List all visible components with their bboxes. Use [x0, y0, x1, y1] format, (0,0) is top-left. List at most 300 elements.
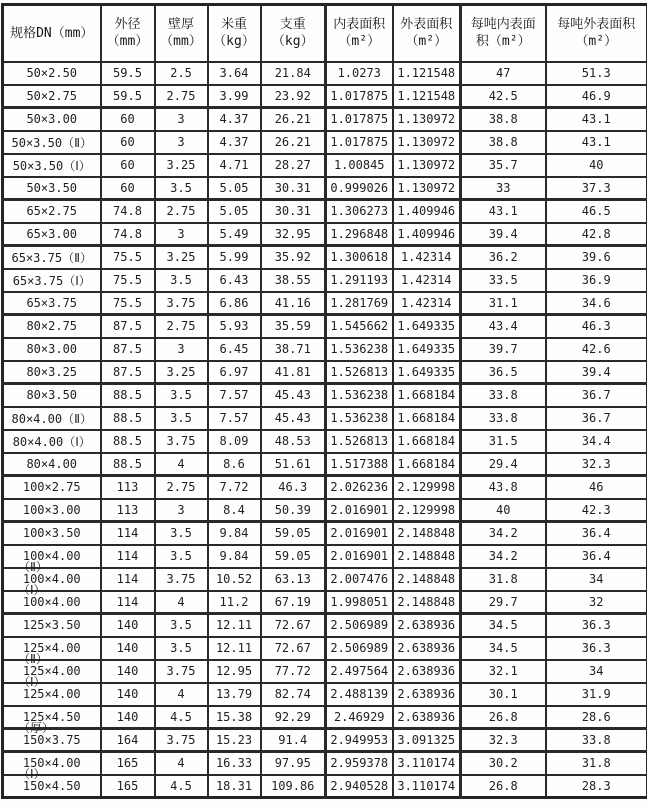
wall-thickness-cell: 4 — [155, 453, 208, 476]
table-row — [3, 315, 647, 338]
inner-area-cell: 1.526813 — [326, 430, 393, 453]
piece-weight-cell: 32.95 — [261, 223, 326, 246]
outer-area-cell: 1.649335 — [393, 361, 461, 384]
spec-label: 100×4.00 — [22, 549, 81, 563]
table-row — [3, 637, 647, 660]
inner-area-cell: 1.017875 — [326, 85, 393, 108]
spec-label: 125×4.00 — [22, 687, 81, 701]
outer-area-cell: 1.42314 — [393, 292, 461, 315]
piece-weight-cell: 82.74 — [261, 683, 326, 706]
meter-weight-cell: 3.99 — [208, 85, 261, 108]
meter-weight-cell: 5.05 — [208, 200, 261, 223]
meter-weight-cell: 3.64 — [208, 62, 261, 85]
wall-thickness-cell: 3.5 — [155, 545, 208, 568]
outer-diameter-cell: 60 — [101, 177, 155, 200]
inner-area-per-ton-cell: 43.4 — [461, 315, 546, 338]
outer-area-cell: 1.130972 — [393, 154, 461, 177]
spec-label: 100×3.00 — [22, 502, 81, 517]
col-header-outer-surface-area — [393, 5, 461, 62]
inner-area-per-ton-cell: 36.2 — [461, 246, 546, 269]
inner-area-cell: 1.545662 — [326, 315, 393, 338]
spec-label: 100×3.50 — [22, 526, 81, 541]
outer-area-cell: 1.130972 — [393, 177, 461, 200]
wall-thickness-cell: 3.5 — [155, 407, 208, 430]
spec-label: 100×2.75 — [22, 480, 81, 495]
outer-area-cell: 2.638936 — [393, 637, 461, 660]
piece-weight-cell: 30.31 — [261, 177, 326, 200]
table-row — [3, 177, 647, 200]
inner-area-cell: 2.497564 — [326, 660, 393, 683]
table-row — [3, 292, 647, 315]
outer-diameter-cell: 59.5 — [101, 85, 155, 108]
inner-area-cell: 0.999026 — [326, 177, 393, 200]
meter-weight-cell: 16.33 — [208, 752, 261, 775]
spec-label: 80×4.00（Ⅰ） — [12, 434, 91, 449]
spec-label-line2: （Ⅱ） — [18, 559, 48, 574]
table-row — [3, 223, 647, 246]
wall-thickness-cell: 4.5 — [155, 775, 208, 798]
header-line1: 每吨内表面 — [470, 17, 536, 33]
col-header-piece-weight — [261, 5, 326, 62]
spec-cell — [3, 384, 101, 407]
inner-area-cell: 1.281769 — [326, 292, 393, 315]
piece-weight-cell: 63.13 — [261, 568, 326, 591]
outer-area-cell: 2.148848 — [393, 568, 461, 591]
outer-area-cell: 1.668184 — [393, 407, 461, 430]
wall-thickness-cell: 3.75 — [155, 729, 208, 752]
meter-weight-cell: 12.95 — [208, 660, 261, 683]
outer-area-per-ton-cell: 32.3 — [546, 453, 647, 476]
meter-weight-cell: 15.23 — [208, 729, 261, 752]
table-row — [3, 407, 647, 430]
outer-area-cell: 2.638936 — [393, 614, 461, 637]
spec-label: 80×4.00（Ⅱ） — [11, 411, 92, 426]
table-row — [3, 453, 647, 476]
inner-area-cell: 2.016901 — [326, 499, 393, 522]
wall-thickness-cell: 3.5 — [155, 177, 208, 200]
wall-thickness-cell: 3.25 — [155, 246, 208, 269]
table-row — [3, 85, 647, 108]
spec-cell — [3, 637, 101, 666]
meter-weight-cell: 12.11 — [208, 637, 261, 660]
outer-area-cell: 1.42314 — [393, 269, 461, 292]
outer-area-cell: 1.409946 — [393, 200, 461, 223]
inner-area-cell: 1.300618 — [326, 246, 393, 269]
meter-weight-cell: 7.72 — [208, 476, 261, 499]
table-row — [3, 614, 647, 637]
outer-area-per-ton-cell: 34.6 — [546, 292, 647, 315]
outer-area-cell: 1.121548 — [393, 85, 461, 108]
header-line1: 米重 — [220, 17, 247, 33]
outer-diameter-cell: 113 — [101, 499, 155, 522]
outer-diameter-cell: 165 — [101, 752, 155, 775]
spec-label: 150×3.75 — [22, 733, 81, 747]
wall-thickness-cell: 2.5 — [155, 62, 208, 85]
piece-weight-cell: 77.72 — [261, 660, 326, 683]
spec-cell — [3, 62, 101, 85]
inner-area-per-ton-cell: 31.5 — [461, 430, 546, 453]
inner-area-cell: 1.0273 — [326, 62, 393, 85]
spec-cell — [3, 269, 101, 292]
inner-area-cell: 1.526813 — [326, 361, 393, 384]
spec-label: 50×3.50（Ⅱ） — [11, 135, 92, 150]
outer-diameter-cell: 114 — [101, 545, 155, 568]
spec-label: 80×4.00 — [26, 456, 78, 471]
piece-weight-cell: 72.67 — [261, 637, 326, 660]
inner-area-cell: 1.296848 — [326, 223, 393, 246]
outer-area-per-ton-cell: 43.1 — [546, 131, 647, 154]
spec-cell — [3, 315, 101, 338]
wall-thickness-cell: 2.75 — [155, 200, 208, 223]
inner-area-cell: 2.026236 — [326, 476, 393, 499]
outer-area-cell: 2.148848 — [393, 545, 461, 568]
outer-area-per-ton-cell: 33.8 — [546, 729, 647, 752]
table-row — [3, 361, 647, 384]
piece-weight-cell: 51.61 — [261, 453, 326, 476]
wall-thickness-cell: 3 — [155, 223, 208, 246]
outer-area-cell: 1.121548 — [393, 62, 461, 85]
inner-area-cell: 1.536238 — [326, 384, 393, 407]
inner-area-per-ton-cell: 35.7 — [461, 154, 546, 177]
meter-weight-cell: 5.99 — [208, 246, 261, 269]
meter-weight-cell: 4.37 — [208, 108, 261, 131]
outer-diameter-cell: 87.5 — [101, 315, 155, 338]
outer-area-per-ton-cell: 36.4 — [546, 522, 647, 545]
inner-area-per-ton-cell: 39.7 — [461, 338, 546, 361]
wall-thickness-cell: 3 — [155, 108, 208, 131]
inner-area-per-ton-cell: 29.7 — [461, 591, 546, 614]
outer-diameter-cell: 113 — [101, 476, 155, 499]
piece-weight-cell: 45.43 — [261, 384, 326, 407]
outer-diameter-cell: 140 — [101, 614, 155, 637]
spec-label: 100×4.00 — [22, 594, 81, 609]
table-row — [3, 499, 647, 522]
meter-weight-cell: 6.43 — [208, 269, 261, 292]
inner-area-cell: 2.016901 — [326, 522, 393, 545]
spec-cell — [3, 131, 101, 154]
outer-area-per-ton-cell: 42.3 — [546, 499, 647, 522]
outer-area-per-ton-cell: 39.6 — [546, 246, 647, 269]
spec-cell — [3, 453, 101, 476]
header-line2: （kg） — [213, 34, 255, 50]
outer-diameter-cell: 74.8 — [101, 223, 155, 246]
outer-area-per-ton-cell: 36.9 — [546, 269, 647, 292]
meter-weight-cell: 5.05 — [208, 177, 261, 200]
piece-weight-cell: 28.27 — [261, 154, 326, 177]
outer-diameter-cell: 165 — [101, 775, 155, 798]
wall-thickness-cell: 3.5 — [155, 522, 208, 545]
inner-area-per-ton-cell: 40 — [461, 499, 546, 522]
inner-area-cell: 1.00845 — [326, 154, 393, 177]
outer-area-cell: 2.638936 — [393, 683, 461, 706]
outer-diameter-cell: 114 — [101, 568, 155, 591]
table-row — [3, 384, 647, 407]
outer-diameter-cell: 87.5 — [101, 361, 155, 384]
table-row — [3, 729, 647, 752]
header-line2: （m²） — [405, 34, 448, 50]
outer-diameter-cell: 87.5 — [101, 338, 155, 361]
inner-area-cell: 2.940528 — [326, 775, 393, 798]
col-header-inner-area-per-ton — [461, 5, 546, 62]
spec-label: 80×3.50 — [26, 388, 78, 403]
inner-area-per-ton-cell: 26.8 — [461, 775, 546, 798]
outer-area-per-ton-cell: 32 — [546, 591, 647, 614]
spec-cell — [3, 292, 101, 315]
outer-area-per-ton-cell: 46 — [546, 476, 647, 499]
outer-area-cell: 1.42314 — [393, 246, 461, 269]
piece-weight-cell: 30.31 — [261, 200, 326, 223]
piece-weight-cell: 45.43 — [261, 407, 326, 430]
spec-cell — [3, 200, 101, 223]
spec-cell — [3, 706, 101, 735]
table-row — [3, 660, 647, 683]
wall-thickness-cell: 4 — [155, 752, 208, 775]
meter-weight-cell: 9.84 — [208, 545, 261, 568]
inner-area-per-ton-cell: 30.1 — [461, 683, 546, 706]
spec-cell — [3, 223, 101, 246]
header-line1: 支重 — [279, 17, 306, 33]
outer-diameter-cell: 88.5 — [101, 384, 155, 407]
outer-diameter-cell: 164 — [101, 729, 155, 752]
table-row — [3, 154, 647, 177]
table-row — [3, 568, 647, 591]
inner-area-per-ton-cell: 34.5 — [461, 637, 546, 660]
inner-area-cell: 2.488139 — [326, 683, 393, 706]
piece-weight-cell: 38.71 — [261, 338, 326, 361]
inner-area-per-ton-cell: 36.5 — [461, 361, 546, 384]
inner-area-per-ton-cell: 39.4 — [461, 223, 546, 246]
table-row — [3, 108, 647, 131]
outer-area-per-ton-cell: 46.5 — [546, 200, 647, 223]
spec-label: 150×4.00 — [22, 756, 81, 771]
piece-weight-cell: 23.92 — [261, 85, 326, 108]
wall-thickness-cell: 3.75 — [155, 660, 208, 683]
spec-cell — [3, 246, 101, 269]
inner-area-per-ton-cell: 47 — [461, 62, 546, 85]
col-header-spec-dn — [3, 5, 101, 62]
table-row — [3, 269, 647, 292]
table-row — [3, 131, 647, 154]
outer-diameter-cell: 75.5 — [101, 292, 155, 315]
wall-thickness-cell: 3.75 — [155, 292, 208, 315]
spec-label: 125×4.50 — [22, 709, 81, 724]
inner-area-cell: 1.536238 — [326, 338, 393, 361]
outer-area-per-ton-cell: 34 — [546, 660, 647, 683]
table-row — [3, 476, 647, 499]
spec-label: 125×3.50 — [22, 618, 81, 633]
outer-area-cell: 1.668184 — [393, 430, 461, 453]
spec-label: 65×3.00 — [26, 226, 78, 241]
header-line1: 规格DN（mm） — [10, 25, 94, 41]
wall-thickness-cell: 3.75 — [155, 430, 208, 453]
inner-area-per-ton-cell: 33.8 — [461, 384, 546, 407]
table-row — [3, 683, 647, 706]
piece-weight-cell: 21.84 — [261, 62, 326, 85]
wall-thickness-cell: 3.5 — [155, 384, 208, 407]
inner-area-per-ton-cell: 43.8 — [461, 476, 546, 499]
table-row — [3, 62, 647, 85]
inner-area-per-ton-cell: 26.8 — [461, 706, 546, 729]
meter-weight-cell: 8.6 — [208, 453, 261, 476]
spec-label-line2: （Ⅱ） — [18, 651, 48, 666]
piece-weight-cell: 35.59 — [261, 315, 326, 338]
meter-weight-cell: 6.45 — [208, 338, 261, 361]
wall-thickness-cell: 3.25 — [155, 154, 208, 177]
outer-area-cell: 1.649335 — [393, 338, 461, 361]
spec-cell — [3, 361, 101, 384]
header-line2: （m²） — [338, 34, 381, 50]
outer-diameter-cell: 75.5 — [101, 246, 155, 269]
meter-weight-cell: 6.97 — [208, 361, 261, 384]
piece-weight-cell: 41.81 — [261, 361, 326, 384]
outer-area-per-ton-cell: 36.3 — [546, 637, 647, 660]
table-row — [3, 752, 647, 775]
wall-thickness-cell: 3.25 — [155, 361, 208, 384]
wall-thickness-cell: 2.75 — [155, 85, 208, 108]
spec-cell — [3, 177, 101, 200]
col-header-outer-diameter — [101, 5, 155, 62]
meter-weight-cell: 8.4 — [208, 499, 261, 522]
inner-area-per-ton-cell: 33.8 — [461, 407, 546, 430]
header-line1: 外表面积 — [400, 17, 453, 33]
piece-weight-cell: 41.16 — [261, 292, 326, 315]
header-line1: 每吨外表面积 — [557, 17, 636, 33]
outer-diameter-cell: 140 — [101, 637, 155, 660]
spec-label: 50×2.75 — [26, 88, 78, 103]
outer-area-per-ton-cell: 36.3 — [546, 614, 647, 637]
header-line2: 积（m²） — [475, 34, 531, 50]
piece-weight-cell: 26.21 — [261, 108, 326, 131]
spec-cell — [3, 752, 101, 781]
meter-weight-cell: 15.38 — [208, 706, 261, 729]
outer-area-cell: 2.638936 — [393, 706, 461, 729]
header-line1: 外径 — [114, 17, 141, 33]
header-row — [3, 5, 647, 62]
inner-area-cell: 1.017875 — [326, 108, 393, 131]
outer-area-per-ton-cell: 36.7 — [546, 384, 647, 407]
inner-area-cell: 1.517388 — [326, 453, 393, 476]
inner-area-per-ton-cell: 38.8 — [461, 108, 546, 131]
table-row — [3, 200, 647, 223]
inner-area-per-ton-cell: 31.8 — [461, 568, 546, 591]
meter-weight-cell: 8.09 — [208, 430, 261, 453]
piece-weight-cell: 67.19 — [261, 591, 326, 614]
table-row — [3, 545, 647, 568]
outer-diameter-cell: 59.5 — [101, 62, 155, 85]
outer-area-cell: 1.668184 — [393, 453, 461, 476]
spec-label: 100×4.00 — [22, 572, 81, 586]
outer-diameter-cell: 140 — [101, 683, 155, 706]
meter-weight-cell: 18.31 — [208, 775, 261, 798]
wall-thickness-cell: 2.75 — [155, 476, 208, 499]
header-line2: （m²） — [575, 34, 618, 50]
pipe-spec-table — [1, 3, 647, 799]
outer-area-per-ton-cell: 40 — [546, 154, 647, 177]
spec-label: 65×2.75 — [26, 204, 78, 219]
meter-weight-cell: 10.52 — [208, 568, 261, 591]
inner-area-cell: 1.017875 — [326, 131, 393, 154]
outer-diameter-cell: 88.5 — [101, 430, 155, 453]
outer-area-per-ton-cell: 42.8 — [546, 223, 647, 246]
outer-area-per-ton-cell: 39.4 — [546, 361, 647, 384]
spec-label-line2: （Ⅰ） — [18, 674, 46, 689]
spec-label: 65×3.75（Ⅱ） — [11, 250, 92, 265]
col-header-wall-thickness — [155, 5, 208, 62]
inner-area-cell: 2.506989 — [326, 637, 393, 660]
outer-area-cell: 1.130972 — [393, 108, 461, 131]
outer-area-cell: 2.129998 — [393, 476, 461, 499]
outer-diameter-cell: 88.5 — [101, 407, 155, 430]
wall-thickness-cell: 4 — [155, 683, 208, 706]
piece-weight-cell: 97.95 — [261, 752, 326, 775]
spec-cell — [3, 499, 101, 522]
outer-area-per-ton-cell: 51.3 — [546, 62, 647, 85]
inner-area-cell: 2.007476 — [326, 568, 393, 591]
inner-area-per-ton-cell: 31.1 — [461, 292, 546, 315]
table-body — [3, 62, 647, 798]
outer-diameter-cell: 60 — [101, 108, 155, 131]
spec-label-line2: （厚） — [18, 720, 55, 735]
meter-weight-cell: 6.86 — [208, 292, 261, 315]
wall-thickness-cell: 3.5 — [155, 269, 208, 292]
wall-thickness-cell: 3 — [155, 499, 208, 522]
piece-weight-cell: 26.21 — [261, 131, 326, 154]
outer-area-cell: 3.091325 — [393, 729, 461, 752]
outer-area-cell: 1.130972 — [393, 131, 461, 154]
piece-weight-cell: 48.53 — [261, 430, 326, 453]
inner-area-cell: 1.998051 — [326, 591, 393, 614]
outer-area-cell: 1.668184 — [393, 384, 461, 407]
outer-area-per-ton-cell: 34.4 — [546, 430, 647, 453]
table-row — [3, 430, 647, 453]
outer-area-per-ton-cell: 34 — [546, 568, 647, 591]
table-row — [3, 522, 647, 545]
spec-label: 65×3.75（Ⅰ） — [12, 273, 91, 288]
table-header — [3, 5, 647, 62]
spec-cell — [3, 154, 101, 177]
outer-diameter-cell: 140 — [101, 706, 155, 729]
header-line1: 内表面积 — [333, 17, 386, 33]
inner-area-cell: 1.291193 — [326, 269, 393, 292]
meter-weight-cell: 7.57 — [208, 384, 261, 407]
inner-area-per-ton-cell: 38.8 — [461, 131, 546, 154]
spec-label: 50×3.00 — [26, 112, 78, 127]
piece-weight-cell: 72.67 — [261, 614, 326, 637]
inner-area-per-ton-cell: 29.4 — [461, 453, 546, 476]
col-header-inner-surface-area — [326, 5, 393, 62]
inner-area-cell: 2.46929 — [326, 706, 393, 729]
piece-weight-cell: 38.55 — [261, 269, 326, 292]
spec-cell — [3, 476, 101, 499]
meter-weight-cell: 9.84 — [208, 522, 261, 545]
outer-diameter-cell: 114 — [101, 522, 155, 545]
meter-weight-cell: 4.37 — [208, 131, 261, 154]
wall-thickness-cell: 2.75 — [155, 315, 208, 338]
spec-cell — [3, 430, 101, 453]
spec-cell — [3, 614, 101, 637]
piece-weight-cell: 50.39 — [261, 499, 326, 522]
spec-cell — [3, 85, 101, 108]
wall-thickness-cell: 3.75 — [155, 568, 208, 591]
piece-weight-cell: 59.05 — [261, 545, 326, 568]
outer-area-per-ton-cell: 43.1 — [546, 108, 647, 131]
col-header-outer-area-per-ton — [546, 5, 647, 62]
meter-weight-cell: 11.2 — [208, 591, 261, 614]
spec-label-line2: （Ⅰ） — [18, 767, 46, 781]
header-line2: （kg） — [271, 34, 314, 50]
inner-area-cell: 2.506989 — [326, 614, 393, 637]
wall-thickness-cell: 4 — [155, 591, 208, 614]
